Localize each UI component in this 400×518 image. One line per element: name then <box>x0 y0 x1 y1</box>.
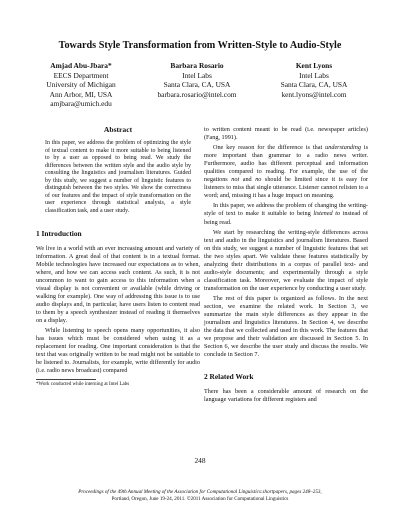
author-2 <box>136 61 258 99</box>
text-run: instead of being read. <box>204 210 368 226</box>
text-run: One key reason for the difference is that <box>213 144 326 152</box>
page-number: 248 <box>194 456 206 465</box>
footnote-divider <box>36 379 96 380</box>
author-name: Amjad Abu-Jbara* <box>50 61 112 70</box>
footer-copyright-line: Portland, Oregon, June 19-24, 2011. ©2011 Association for Computational Linguistics <box>111 496 289 502</box>
author-3 <box>258 61 370 99</box>
intro-paragraph-2: While listening to speech opens many opportunities, it also has issues which must be considered when using it as a replacement for reading. One important consideration is that the text that was originally written to be read might not be suitable to be listened to. Journalists, for example, write differently for audio (i.e. radio news broadcast) compared <box>36 327 200 375</box>
author-email: kent.lyons@intel.com <box>281 89 347 99</box>
related-work-paragraph: There has been a considerable amount of research on the language variations for different registers and <box>204 388 368 404</box>
author-email: barbara.rosario@intel.com <box>157 89 237 99</box>
emphasis-listened-to: listened to <box>313 210 341 218</box>
author-name: Barbara Rosario <box>170 61 224 70</box>
emphasis-understanding: understanding <box>325 144 361 152</box>
emphasis-no: no <box>255 176 262 184</box>
author-location: Santa Clara, CA, USA <box>163 80 231 90</box>
body-paragraph-key-reason <box>204 144 368 200</box>
text-run: is more important than grammar to a radio news writer. Furthermore, audio has different perceptual and information qualities compared to reading. For example, the use of the negations <box>204 144 369 184</box>
author-affiliation: University of Michigan <box>46 80 116 90</box>
paper-title: Towards Style Transformation from Written-Style to Audio-Style <box>58 40 342 51</box>
author-name: Kent Lyons <box>295 61 333 70</box>
author-affiliation: EECS Department <box>53 70 109 80</box>
footnote: *Work conducted while interning at Intel Labs <box>36 382 130 388</box>
author-block <box>0 61 400 111</box>
text-run: In this paper, we address the problem of changing the writing-style of text to make it suitable to being <box>204 202 368 218</box>
emphasis-not: not <box>231 176 240 184</box>
author-affiliation: Intel Labs <box>182 70 212 80</box>
author-affiliation: Intel Labs <box>299 70 329 80</box>
body-paragraph-organization: The rest of this paper is organized as follows. In the next section, we examine the related work. In Section 3, we summarize the main style differences as they appear in the journalism and linguistics literatures. In Section 4, we describe the data that we collected and used in this work. The features that we propose and their validation are discussed in Section 5. In Section 6, we describe the user study and discuss the results. We conclude in Section 7. <box>204 294 368 359</box>
author-1 <box>26 61 136 109</box>
proceedings-footer <box>0 489 400 503</box>
body-paragraph-problem <box>204 202 368 226</box>
body-paragraph-continued: to written content meant to be read (i.e. newspaper articles) (Fang, 1991). <box>204 126 368 142</box>
author-location: Ann Arbor, MI, USA <box>49 89 113 99</box>
intro-paragraph-1: We live in a world with an ever increasing amount and variety of information. A great deal of that content is in a textual format. Mobile technologies have increased our expectations as to when, where, and how we can access such content. As such, it is not uncommon to want to gain access to this information when a visual display is not convenient or available (while driving or walking for example). One way of addressing this issue is to use audio displays and, in particular, have users listen to content read to them by a speech synthesizer instead of reading it themselves on a display. <box>36 244 200 324</box>
body-paragraph-approach: We start by researching the writing-style differences across text and audio in the linguistics and journalism literatures. Based on this study, we suggest a number of linguistic features that set the two styles apart. We validate these features statistically by analyzing their distributions in a corpus of parallel text- and audio-style documents; and experimentally through a style classification task. Moreover, we evaluate the impact of style transformation on the user experience by conducting a user study. <box>204 228 368 292</box>
abstract-heading: Abstract <box>103 125 133 134</box>
section-heading-introduction: 1 Introduction <box>36 228 82 238</box>
section-heading-related-work: 2 Related Work <box>204 372 254 382</box>
left-column <box>36 126 200 389</box>
author-location: Santa Clara, CA, USA <box>280 80 348 90</box>
abstract-text: In this paper, we address the problem of optimizing the style of textual content to make it more suitable to being listened to by a user as opposed to being read. We study the differences between the written style and the audio style by consulting the linguistics and journalism literatures. Guided by this study, we suggest a number of linguistic features to distinguish between the two styles. We show the correctness of our features and the impact of style transformation on the user experience through statistical analysis, a style classification task, and a user study. <box>45 140 191 214</box>
text-run: should be limited since it is easy for listeners to miss that single utterance. Listener cannot relisten to a word; and, missing it has a huge impact on meaning. <box>204 176 369 200</box>
text-run: and <box>239 176 256 184</box>
author-email: amjbara@umich.edu <box>50 99 112 109</box>
right-column <box>204 126 368 404</box>
footer-proceedings-line: Proceedings of the 49th Annual Meeting of the Association for Computational Linguistics:shortpapers, pages 248–253, <box>78 489 322 495</box>
